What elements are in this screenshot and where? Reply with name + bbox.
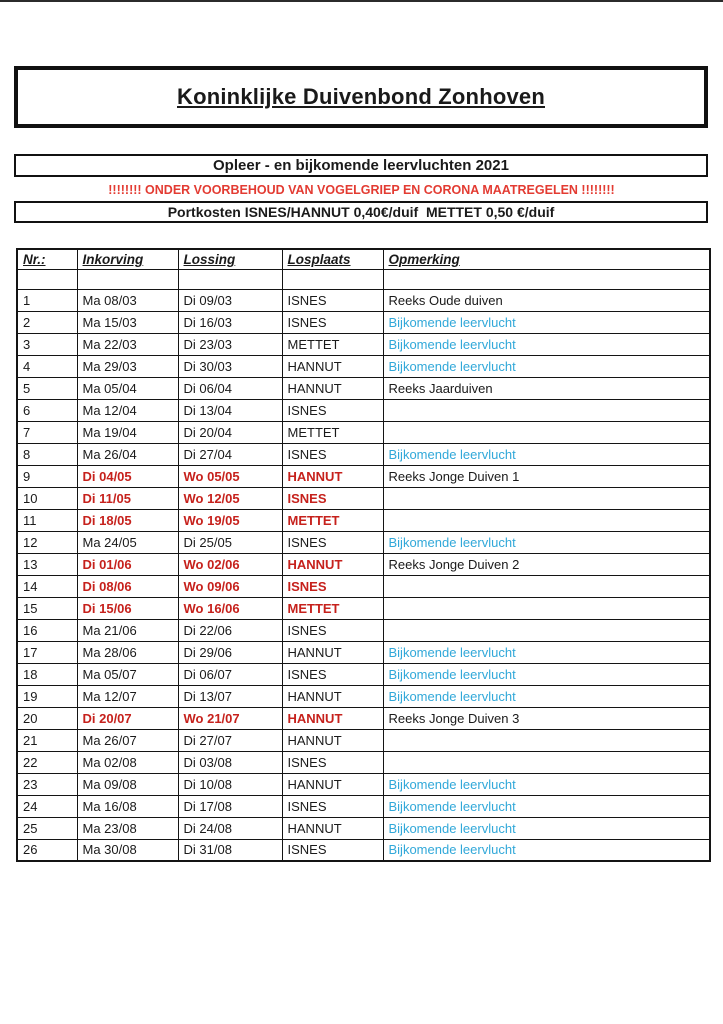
- cell-inkorving: Ma 12/04: [77, 399, 178, 421]
- schedule-table-wrap: [16, 248, 711, 862]
- cell-lossing: Di 10/08: [178, 773, 282, 795]
- cell-lossing: Wo 21/07: [178, 707, 282, 729]
- table-row: [17, 311, 710, 333]
- cell-losplaats: HANNUT: [282, 729, 383, 751]
- cell-inkorving: Ma 15/03: [77, 311, 178, 333]
- cell-losplaats: HANNUT: [282, 355, 383, 377]
- table-row: [17, 641, 710, 663]
- cell-nr: 19: [17, 685, 77, 707]
- cell-lossing: Di 09/03: [178, 289, 282, 311]
- cell-nr: 7: [17, 421, 77, 443]
- cell-nr: 6: [17, 399, 77, 421]
- cell-lossing: Wo 02/06: [178, 553, 282, 575]
- schedule-table-body: [17, 289, 710, 861]
- cell-inkorving: Di 18/05: [77, 509, 178, 531]
- cell-losplaats: ISNES: [282, 443, 383, 465]
- cell-opmerking: Bijkomende leervlucht: [383, 443, 710, 465]
- cell-lossing: Di 17/08: [178, 795, 282, 817]
- table-row: [17, 685, 710, 707]
- cell-opmerking: Reeks Jonge Duiven 3: [383, 707, 710, 729]
- table-row: [17, 751, 710, 773]
- cell-losplaats: METTET: [282, 509, 383, 531]
- cost-box: [14, 201, 708, 223]
- page-top-divider: [0, 0, 723, 2]
- table-row: [17, 421, 710, 443]
- cell-opmerking: Reeks Jonge Duiven 2: [383, 553, 710, 575]
- spacer-cell: [178, 269, 282, 289]
- cell-opmerking: [383, 751, 710, 773]
- cell-inkorving: Ma 24/05: [77, 531, 178, 553]
- cell-opmerking: Bijkomende leervlucht: [383, 355, 710, 377]
- cell-inkorving: Ma 22/03: [77, 333, 178, 355]
- cell-nr: 21: [17, 729, 77, 751]
- cell-losplaats: ISNES: [282, 751, 383, 773]
- cell-nr: 15: [17, 597, 77, 619]
- table-row: [17, 619, 710, 641]
- cell-inkorving: Ma 21/06: [77, 619, 178, 641]
- cell-nr: 16: [17, 619, 77, 641]
- cell-inkorving: Ma 28/06: [77, 641, 178, 663]
- cell-nr: 1: [17, 289, 77, 311]
- cell-nr: 11: [17, 509, 77, 531]
- table-row: [17, 531, 710, 553]
- cell-inkorving: Di 15/06: [77, 597, 178, 619]
- cell-nr: 26: [17, 839, 77, 861]
- cell-lossing: Di 24/08: [178, 817, 282, 839]
- cell-losplaats: METTET: [282, 597, 383, 619]
- cell-losplaats: ISNES: [282, 663, 383, 685]
- cell-inkorving: Ma 19/04: [77, 421, 178, 443]
- cell-losplaats: HANNUT: [282, 707, 383, 729]
- cell-losplaats: ISNES: [282, 575, 383, 597]
- cell-opmerking: Reeks Oude duiven: [383, 289, 710, 311]
- cell-nr: 9: [17, 465, 77, 487]
- table-row: [17, 465, 710, 487]
- cell-lossing: Di 22/06: [178, 619, 282, 641]
- cell-nr: 5: [17, 377, 77, 399]
- cell-inkorving: Ma 29/03: [77, 355, 178, 377]
- header-lossing: Lossing: [178, 249, 282, 269]
- cell-lossing: Di 27/07: [178, 729, 282, 751]
- cell-inkorving: Di 01/06: [77, 553, 178, 575]
- cell-losplaats: HANNUT: [282, 377, 383, 399]
- cell-opmerking: Bijkomende leervlucht: [383, 817, 710, 839]
- table-row: [17, 333, 710, 355]
- cell-inkorving: Ma 12/07: [77, 685, 178, 707]
- cell-opmerking: Reeks Jonge Duiven 1: [383, 465, 710, 487]
- cell-lossing: Di 03/08: [178, 751, 282, 773]
- cell-lossing: Di 13/07: [178, 685, 282, 707]
- spacer-cell: [77, 269, 178, 289]
- cell-opmerking: [383, 597, 710, 619]
- cell-inkorving: Di 04/05: [77, 465, 178, 487]
- cell-inkorving: Di 20/07: [77, 707, 178, 729]
- cell-nr: 4: [17, 355, 77, 377]
- cell-nr: 23: [17, 773, 77, 795]
- table-row: [17, 355, 710, 377]
- cell-opmerking: Bijkomende leervlucht: [383, 839, 710, 861]
- cell-inkorving: Ma 02/08: [77, 751, 178, 773]
- cell-nr: 14: [17, 575, 77, 597]
- cell-lossing: Di 20/04: [178, 421, 282, 443]
- table-row: [17, 795, 710, 817]
- table-row: [17, 817, 710, 839]
- cell-inkorving: Ma 26/04: [77, 443, 178, 465]
- cell-losplaats: ISNES: [282, 289, 383, 311]
- cell-inkorving: Ma 09/08: [77, 773, 178, 795]
- cell-losplaats: ISNES: [282, 311, 383, 333]
- cell-opmerking: [383, 487, 710, 509]
- cell-nr: 20: [17, 707, 77, 729]
- cell-losplaats: ISNES: [282, 399, 383, 421]
- cell-nr: 2: [17, 311, 77, 333]
- cell-opmerking: Bijkomende leervlucht: [383, 773, 710, 795]
- cell-inkorving: Ma 23/08: [77, 817, 178, 839]
- cell-inkorving: Di 11/05: [77, 487, 178, 509]
- spacer-cell: [17, 269, 77, 289]
- cell-opmerking: Bijkomende leervlucht: [383, 663, 710, 685]
- page-title: Koninklijke Duivenbond Zonhoven: [177, 84, 545, 109]
- table-row: [17, 707, 710, 729]
- table-row: [17, 773, 710, 795]
- cell-inkorving: Ma 30/08: [77, 839, 178, 861]
- cell-nr: 3: [17, 333, 77, 355]
- cell-opmerking: [383, 729, 710, 751]
- cell-nr: 13: [17, 553, 77, 575]
- cell-losplaats: HANNUT: [282, 773, 383, 795]
- cell-lossing: Wo 19/05: [178, 509, 282, 531]
- cell-nr: 10: [17, 487, 77, 509]
- cell-lossing: Di 31/08: [178, 839, 282, 861]
- cell-lossing: Di 13/04: [178, 399, 282, 421]
- header-opmerking: Opmerking: [383, 249, 710, 269]
- header-inkorving: Inkorving: [77, 249, 178, 269]
- cell-losplaats: HANNUT: [282, 465, 383, 487]
- spacer-cell: [383, 269, 710, 289]
- cell-losplaats: METTET: [282, 421, 383, 443]
- cell-losplaats: ISNES: [282, 531, 383, 553]
- cell-opmerking: Reeks Jaarduiven: [383, 377, 710, 399]
- cell-inkorving: Ma 08/03: [77, 289, 178, 311]
- cell-inkorving: Ma 16/08: [77, 795, 178, 817]
- cell-nr: 18: [17, 663, 77, 685]
- cell-losplaats: ISNES: [282, 619, 383, 641]
- table-row: [17, 443, 710, 465]
- cell-lossing: Di 25/05: [178, 531, 282, 553]
- cell-nr: 22: [17, 751, 77, 773]
- cost-note: Portkosten ISNES/HANNUT 0,40€/duif METTET 0,50 €/duif: [167, 204, 555, 220]
- cell-lossing: Di 29/06: [178, 641, 282, 663]
- cell-inkorving: Ma 26/07: [77, 729, 178, 751]
- schedule-table: [16, 248, 711, 862]
- spacer-row: [17, 269, 710, 289]
- cell-inkorving: Di 08/06: [77, 575, 178, 597]
- warning-text: !!!!!!!! ONDER VOORBEHOUD VAN VOGELGRIEP EN CORONA MAATREGELEN !!!!!!!!: [108, 183, 615, 197]
- cell-lossing: Di 27/04: [178, 443, 282, 465]
- cell-nr: 17: [17, 641, 77, 663]
- cell-losplaats: ISNES: [282, 839, 383, 861]
- header-nr: Nr.:: [17, 249, 77, 269]
- table-row: [17, 663, 710, 685]
- table-row: [17, 729, 710, 751]
- table-row: [17, 509, 710, 531]
- cell-losplaats: METTET: [282, 333, 383, 355]
- cell-opmerking: Bijkomende leervlucht: [383, 685, 710, 707]
- cell-opmerking: Bijkomende leervlucht: [383, 531, 710, 553]
- cell-nr: 12: [17, 531, 77, 553]
- cell-nr: 24: [17, 795, 77, 817]
- cell-opmerking: [383, 421, 710, 443]
- cell-lossing: Wo 09/06: [178, 575, 282, 597]
- cell-losplaats: HANNUT: [282, 817, 383, 839]
- cell-inkorving: Ma 05/04: [77, 377, 178, 399]
- cell-inkorving: Ma 05/07: [77, 663, 178, 685]
- cell-opmerking: Bijkomende leervlucht: [383, 641, 710, 663]
- cell-opmerking: [383, 619, 710, 641]
- cell-lossing: Di 30/03: [178, 355, 282, 377]
- cell-nr: 25: [17, 817, 77, 839]
- table-row: [17, 597, 710, 619]
- page-subtitle: Opleer - en bijkomende leervluchten 2021: [213, 157, 509, 174]
- table-row: [17, 839, 710, 861]
- header-losplaats: Losplaats: [282, 249, 383, 269]
- cell-opmerking: [383, 399, 710, 421]
- cell-opmerking: Bijkomende leervlucht: [383, 311, 710, 333]
- cell-lossing: Di 16/03: [178, 311, 282, 333]
- cell-losplaats: HANNUT: [282, 641, 383, 663]
- table-row: [17, 553, 710, 575]
- spacer-cell: [282, 269, 383, 289]
- cell-lossing: Di 06/04: [178, 377, 282, 399]
- cell-opmerking: Bijkomende leervlucht: [383, 795, 710, 817]
- title-box: [14, 66, 708, 128]
- table-row: [17, 487, 710, 509]
- table-row: [17, 377, 710, 399]
- cell-lossing: Di 23/03: [178, 333, 282, 355]
- cell-opmerking: [383, 575, 710, 597]
- table-row: [17, 399, 710, 421]
- cell-losplaats: ISNES: [282, 487, 383, 509]
- cell-lossing: Wo 16/06: [178, 597, 282, 619]
- table-row: [17, 289, 710, 311]
- subtitle-box: [14, 154, 708, 177]
- cell-lossing: Wo 12/05: [178, 487, 282, 509]
- cell-lossing: Wo 05/05: [178, 465, 282, 487]
- cell-losplaats: ISNES: [282, 795, 383, 817]
- cell-nr: 8: [17, 443, 77, 465]
- cell-losplaats: HANNUT: [282, 553, 383, 575]
- cell-losplaats: HANNUT: [282, 685, 383, 707]
- table-row: [17, 575, 710, 597]
- cell-opmerking: [383, 509, 710, 531]
- cell-lossing: Di 06/07: [178, 663, 282, 685]
- cell-opmerking: Bijkomende leervlucht: [383, 333, 710, 355]
- table-header-row: [17, 249, 710, 269]
